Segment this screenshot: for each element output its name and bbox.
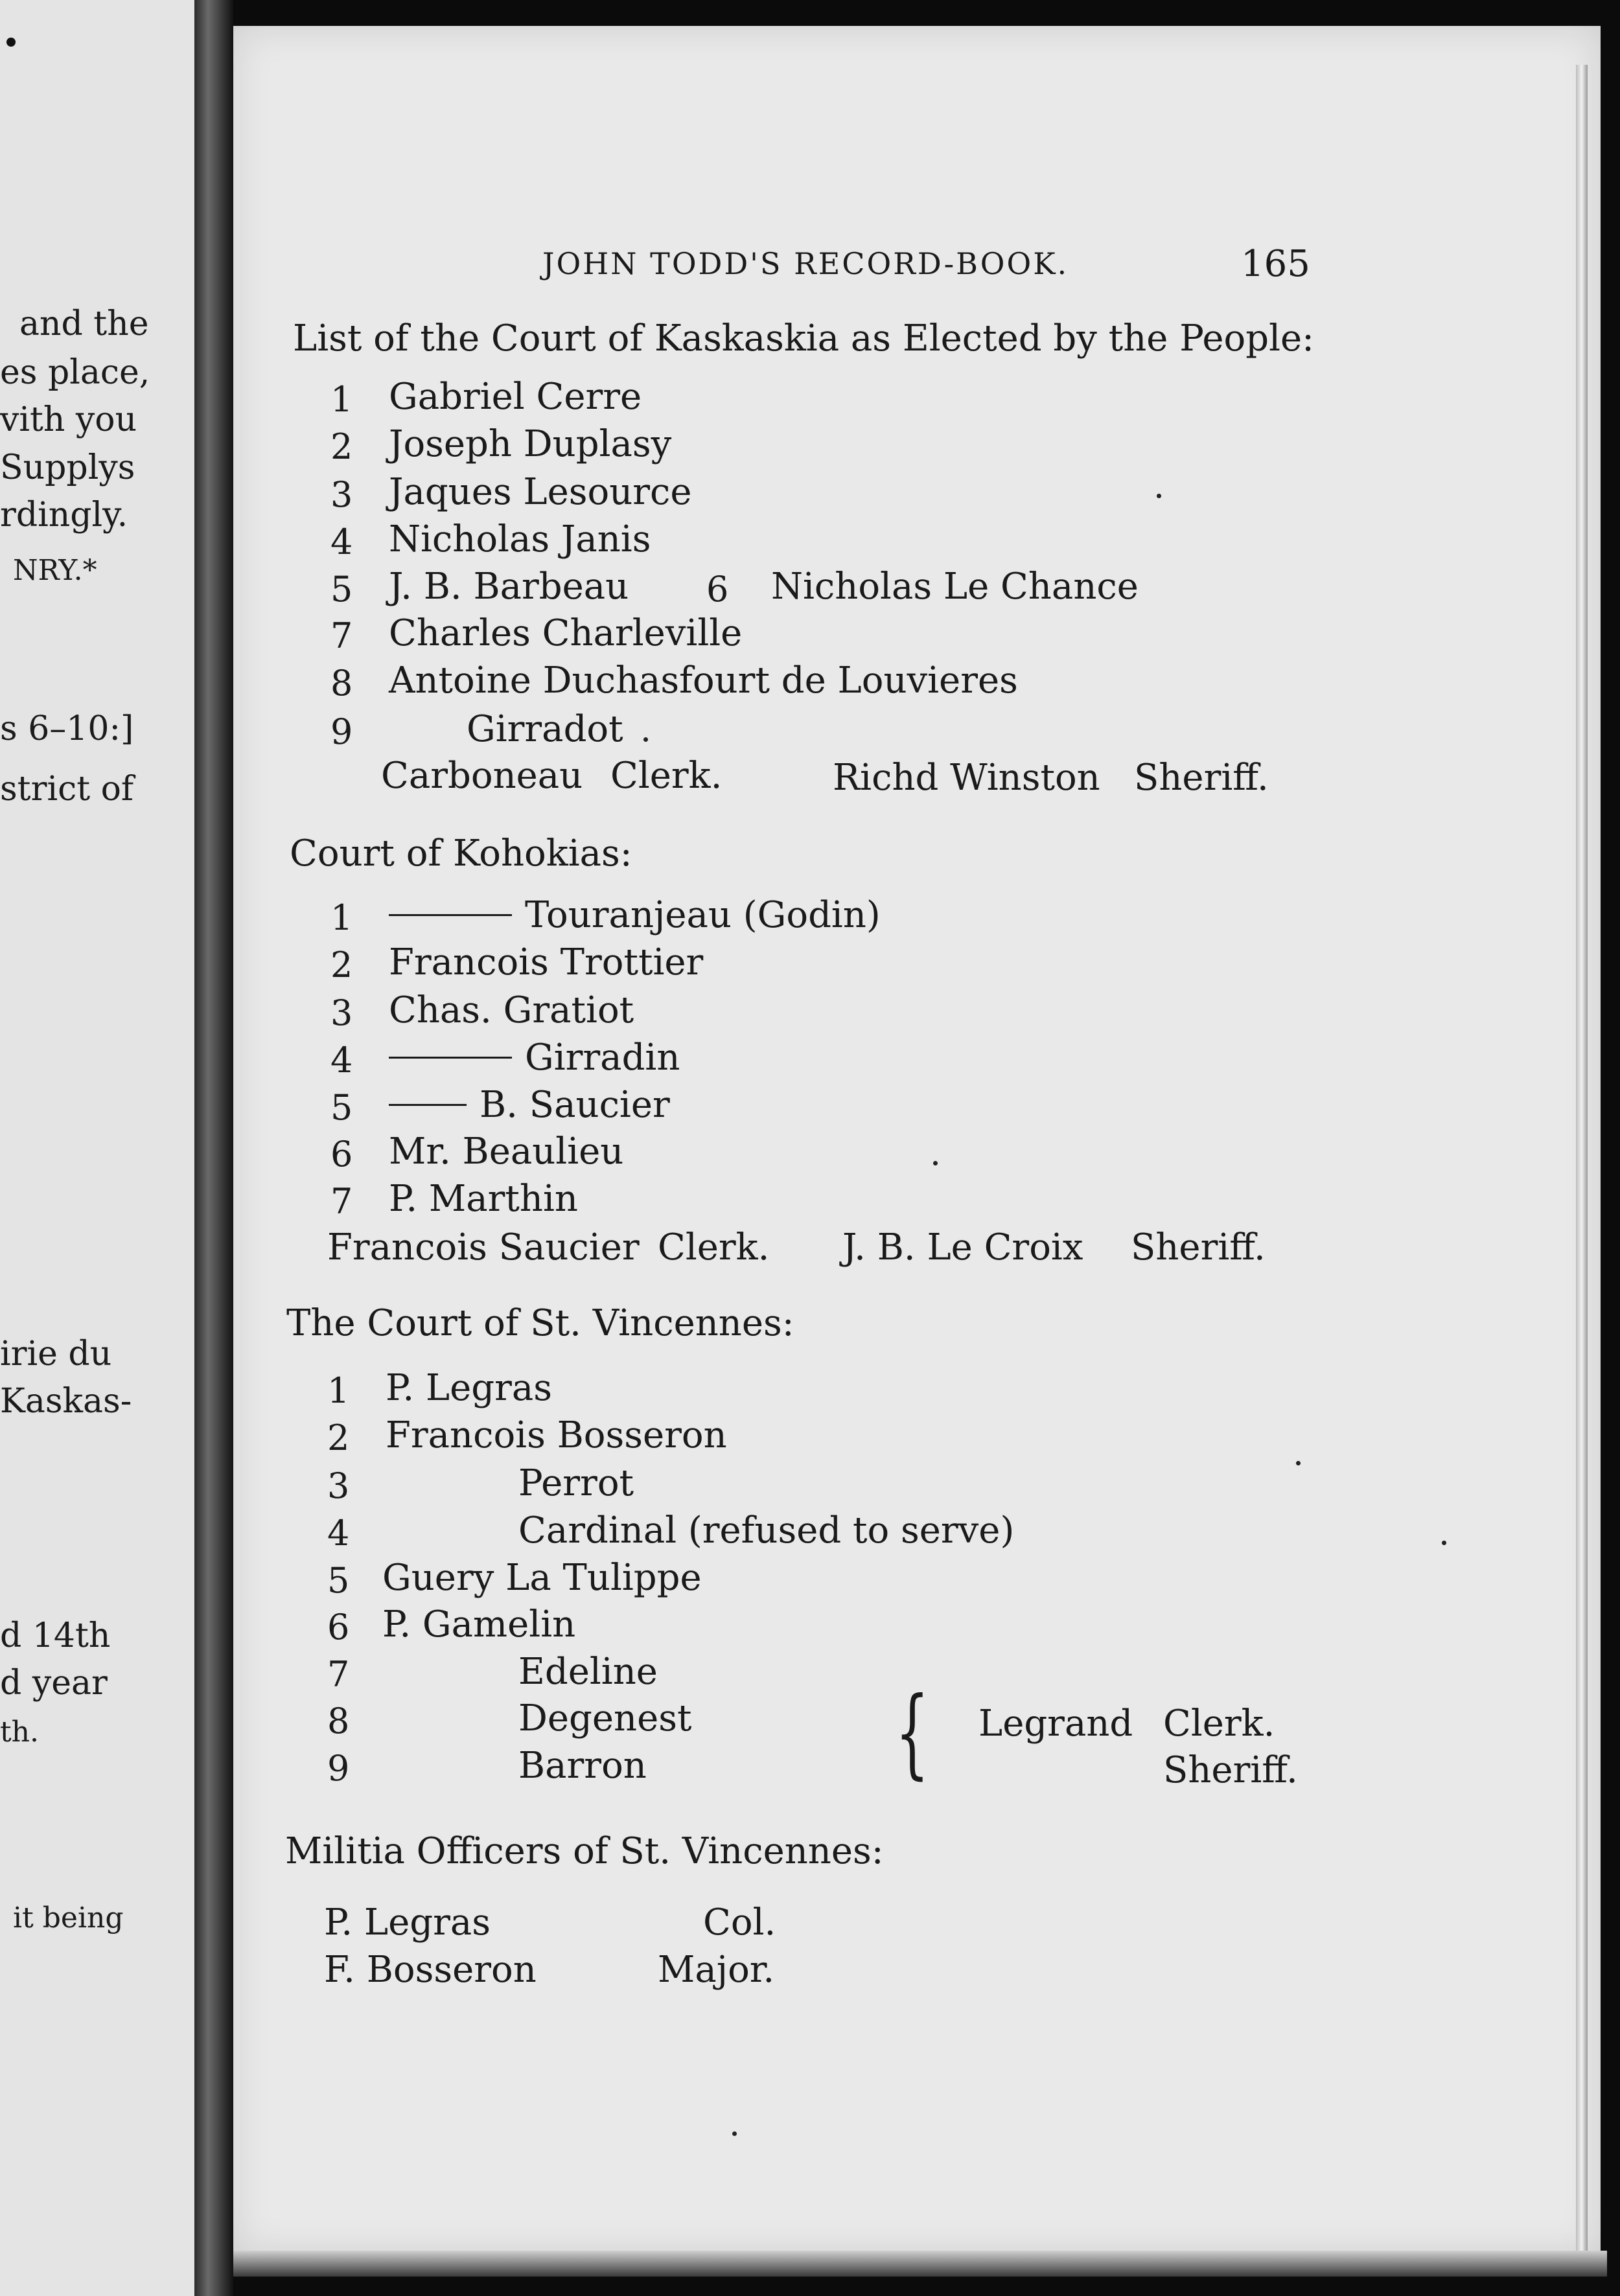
member-number: 9 — [327, 1748, 350, 1789]
member-number: 8 — [327, 1701, 350, 1741]
clerk-name: Carboneau — [381, 755, 583, 797]
sheriff-title: Sheriff. — [1131, 1226, 1266, 1269]
member-number: 7 — [327, 1654, 350, 1695]
member-name: Cardinal (refused to serve) — [518, 1510, 1015, 1552]
running-title: JOHN TODD'S RECORD-BOOK. — [542, 246, 1069, 281]
clerk-title: Clerk. — [610, 755, 723, 797]
member-name: P. Marthin — [389, 1178, 578, 1220]
left-page-line: s 6–10:] — [0, 709, 134, 748]
member-number: 6 — [706, 569, 729, 610]
officer-name: Legrand — [978, 1703, 1133, 1745]
member-name: J. B. Barbeau — [389, 566, 629, 608]
left-page-line: Kaskas- — [0, 1382, 132, 1421]
member-number: 5 — [330, 1087, 353, 1128]
member-name: Joseph Duplasy — [389, 423, 672, 465]
left-page-line: d 14th — [0, 1616, 111, 1655]
left-page-line: NRY.* — [13, 554, 97, 587]
member-name: Girradin — [525, 1037, 680, 1079]
member-name: Edeline — [518, 1651, 658, 1693]
ink-speck — [1157, 494, 1161, 498]
member-name: Chas. Gratiot — [389, 989, 634, 1031]
left-facing-page — [0, 0, 194, 2296]
officer-name: P. Legras — [324, 1901, 491, 1944]
member-number: 2 — [330, 945, 353, 985]
clerk-title: Clerk. — [1163, 1703, 1275, 1745]
sheriff-name: Richd Winston — [833, 757, 1100, 799]
left-page-line: d year — [0, 1664, 108, 1703]
member-name: Francois Bosseron — [386, 1414, 727, 1456]
left-page-line: and the — [19, 304, 149, 343]
member-number: 1 — [330, 897, 353, 938]
page-stack-edge — [233, 2251, 1607, 2277]
sheriff-name: J. B. Le Croix — [842, 1226, 1083, 1269]
member-name: Charles Charleville — [389, 612, 743, 654]
left-page-line: vith you — [0, 400, 137, 439]
member-number: 3 — [327, 1465, 350, 1506]
member-name: Gabriel Cerre — [389, 376, 642, 418]
ink-speck — [1296, 1461, 1301, 1465]
officer-rank: Major. — [658, 1949, 775, 1991]
member-name: Guery La Tulippe — [382, 1557, 702, 1599]
member-name: Perrot — [518, 1462, 634, 1504]
blank-dash — [389, 914, 512, 916]
left-page-line: Supplys — [0, 448, 135, 487]
member-name: Touranjeau (Godin) — [525, 894, 881, 936]
left-page-line: th. — [0, 1716, 40, 1749]
member-name: B. Saucier — [480, 1084, 670, 1126]
member-number: 7 — [330, 1181, 353, 1222]
member-number: 4 — [330, 1040, 353, 1081]
member-name: Degenest — [518, 1697, 692, 1739]
member-row — [389, 1084, 670, 1126]
vincennes-heading: The Court of St. Vincennes: — [286, 1302, 794, 1344]
member-number: 3 — [330, 993, 353, 1033]
officer-name: F. Bosseron — [324, 1949, 537, 1991]
member-name: Mr. Beaulieu — [389, 1131, 624, 1173]
ink-speck — [643, 737, 648, 742]
militia-heading: Militia Officers of St. Vincennes: — [285, 1830, 884, 1872]
member-row — [389, 894, 881, 936]
officer-rank: Col. — [703, 1901, 776, 1944]
left-page-line: strict of — [0, 770, 134, 809]
ink-speck — [933, 1161, 938, 1165]
member-number: 6 — [330, 1134, 353, 1175]
member-name: P. Gamelin — [382, 1603, 576, 1646]
book-spine — [194, 0, 233, 2296]
member-name: Jaques Lesource — [389, 471, 692, 513]
kaskaskia-heading: List of the Court of Kaskaskia as Elected by the People: — [293, 317, 1314, 360]
member-row — [389, 1037, 680, 1079]
member-name: Barron — [518, 1745, 647, 1787]
ink-speck — [1442, 1541, 1446, 1545]
member-number: 8 — [330, 663, 353, 704]
member-number: 2 — [327, 1418, 350, 1458]
member-name: Nicholas Le Chance — [771, 566, 1139, 608]
curly-brace: { — [895, 1677, 929, 1789]
left-page-line: it being — [13, 1901, 124, 1934]
ink-speck — [732, 2131, 737, 2136]
member-name: Antoine Duchasfourt de Louvieres — [389, 660, 1018, 702]
member-number: 6 — [327, 1607, 350, 1647]
sheriff-title: Sheriff. — [1134, 757, 1269, 799]
page-number: 165 — [1241, 243, 1310, 285]
blank-dash — [389, 1104, 467, 1106]
blank-dash — [389, 1057, 512, 1059]
member-name: P. Legras — [386, 1367, 553, 1409]
left-page-line: irie du — [0, 1335, 112, 1373]
member-number: 4 — [330, 522, 353, 562]
member-number: 5 — [327, 1560, 350, 1601]
clerk-title: Clerk. — [658, 1226, 770, 1269]
member-number: 7 — [330, 615, 353, 656]
member-name: Girradot — [467, 708, 623, 750]
member-number: 1 — [330, 379, 353, 420]
member-number: 3 — [330, 474, 353, 515]
book-page — [233, 26, 1601, 2255]
member-number: 2 — [330, 426, 353, 467]
member-number: 5 — [330, 569, 353, 610]
member-number: 9 — [330, 711, 353, 752]
page-edge — [1576, 65, 1588, 2255]
kohokias-heading: Court of Kohokias: — [290, 832, 632, 875]
member-name: Nicholas Janis — [389, 518, 651, 560]
clerk-name: Francois Saucier — [327, 1226, 640, 1269]
member-name: Francois Trottier — [389, 941, 704, 983]
member-number: 1 — [327, 1370, 350, 1411]
sheriff-title: Sheriff. — [1163, 1749, 1298, 1791]
ink-dot — [6, 38, 16, 47]
member-number: 4 — [327, 1513, 350, 1554]
left-page-line: es place, — [0, 353, 150, 392]
left-page-line: rdingly. — [0, 496, 128, 534]
